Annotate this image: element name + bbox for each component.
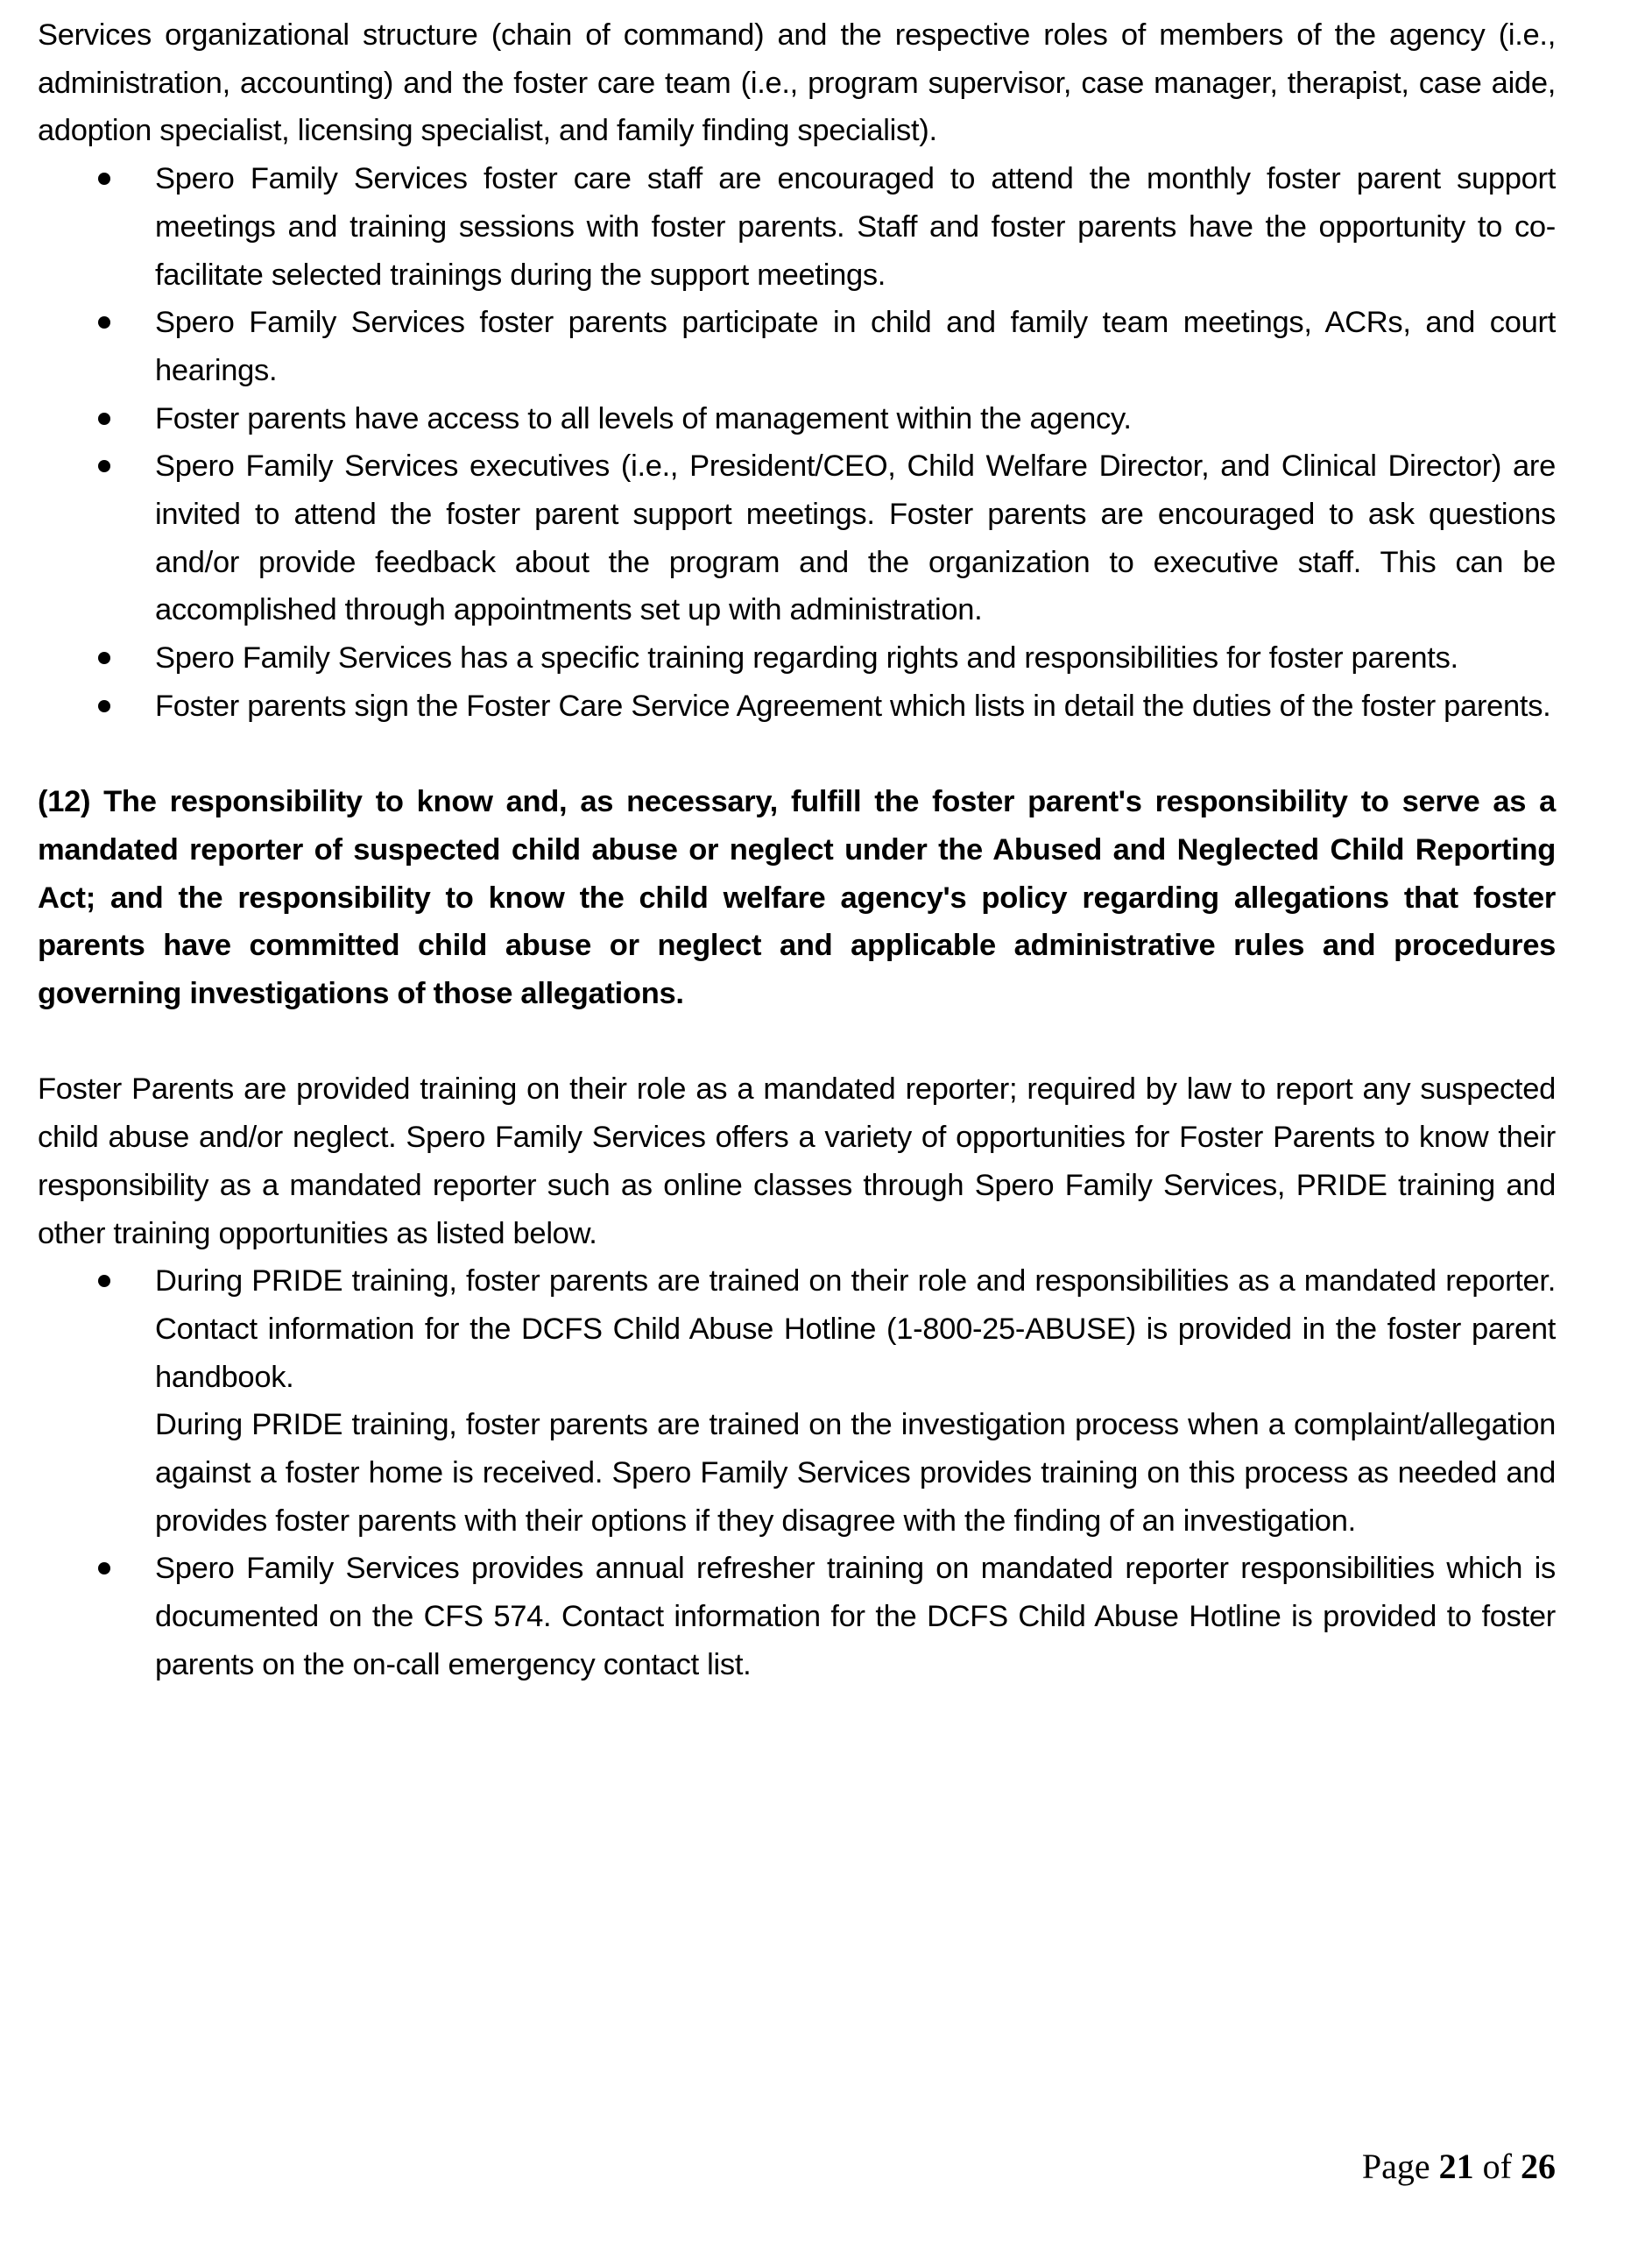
- bullet-icon: [98, 652, 110, 664]
- spacer: [38, 731, 1556, 779]
- list-item-continuation: During PRIDE training, foster parents are trained on the investigation process when a complaint/allegation against a foster home is received. Spero Family Services provides training on this process as needed and provides foster parents with their options if they disagree with the finding of an investigation.: [155, 1408, 1556, 1538]
- list-item: Spero Family Services provides annual refresher training on mandated reporter responsibilities which is documented on the CFS 574. Contact information for the DCFS Child Abuse Hotline is provided to foster parents on the on-call emergency contact list.: [38, 1545, 1556, 1688]
- page-label: Page: [1361, 2147, 1430, 2186]
- list-item: Spero Family Services executives (i.e., President/CEO, Child Welfare Director, and Clinical Director) are invited to attend the foster parent support meetings. Foster parents are encouraged to ask questions and/or provide feedback about the program and the organization to executive staff. This can be accomplished through appointments set up with administration.: [38, 442, 1556, 634]
- list-item: During PRIDE training, foster parents are trained on their role and responsibilities as a mandated reporter. Contact information for the DCFS Child Abuse Hotline (1-800-25-ABUSE) is provided in the foster parent handbook.: [38, 1257, 1556, 1401]
- bullet-icon: [98, 173, 110, 185]
- bullet-icon: [98, 1562, 110, 1574]
- page-number-footer: [1340, 2146, 1556, 2187]
- bullet-icon: [98, 460, 110, 472]
- section-12-bullet-list: [38, 1257, 1556, 1688]
- of-label: of: [1482, 2147, 1512, 2186]
- list-item: Spero Family Services foster parents participate in child and family team meetings, ACRs, and court hearings.: [38, 299, 1556, 394]
- intro-paragraph: Services organizational structure (chain of command) and the respective roles of members of the agency (i.e., administration, accounting) and the foster care team (i.e., program supervisor, case manager, therapist, case aide, adoption specialist, licensing specialist, and family finding specialist).: [38, 18, 1556, 148]
- section-11-bullet-list: [38, 155, 1556, 730]
- document-page: [38, 11, 1556, 1689]
- bullet-icon: [98, 1275, 110, 1287]
- bullet-icon: [98, 413, 110, 425]
- current-page-number: 21: [1438, 2147, 1474, 2186]
- list-item: Spero Family Services foster care staff are encouraged to attend the monthly foster parent support meetings and training sessions with foster parents. Staff and foster parents have the opportunity to co-facilitate selected trainings during the support meetings.: [38, 155, 1556, 299]
- spacer: [38, 1018, 1556, 1066]
- list-item: Spero Family Services has a specific training regarding rights and responsibilities for foster parents.: [38, 634, 1556, 683]
- section-12-heading: (12) The responsibility to know and, as necessary, fulfill the foster parent's responsibility to serve as a mandated reporter of suspected child abuse or neglect under the Abused and Neglected Child Reporting Act; and the responsibility to know the child welfare agency's policy regarding allegations that foster parents have committed child abuse or neglect and applicable administrative rules and procedures governing investigations of those allegations.: [38, 785, 1556, 1011]
- list-item: Foster parents sign the Foster Care Service Agreement which lists in detail the duties of the foster parents.: [38, 683, 1556, 731]
- total-pages-number: 26: [1521, 2147, 1556, 2186]
- section-12-paragraph: Foster Parents are provided training on their role as a mandated reporter; required by law to report any suspected child abuse and/or neglect. Spero Family Services offers a variety of opportunities for Foster Parents to know their responsibility as a mandated reporter such as online classes through Spero Family Services, PRIDE training and other training opportunities as listed below.: [38, 1072, 1556, 1250]
- list-item: Foster parents have access to all levels of management within the agency.: [38, 395, 1556, 443]
- bullet-icon: [98, 316, 110, 329]
- bullet-icon: [98, 700, 110, 712]
